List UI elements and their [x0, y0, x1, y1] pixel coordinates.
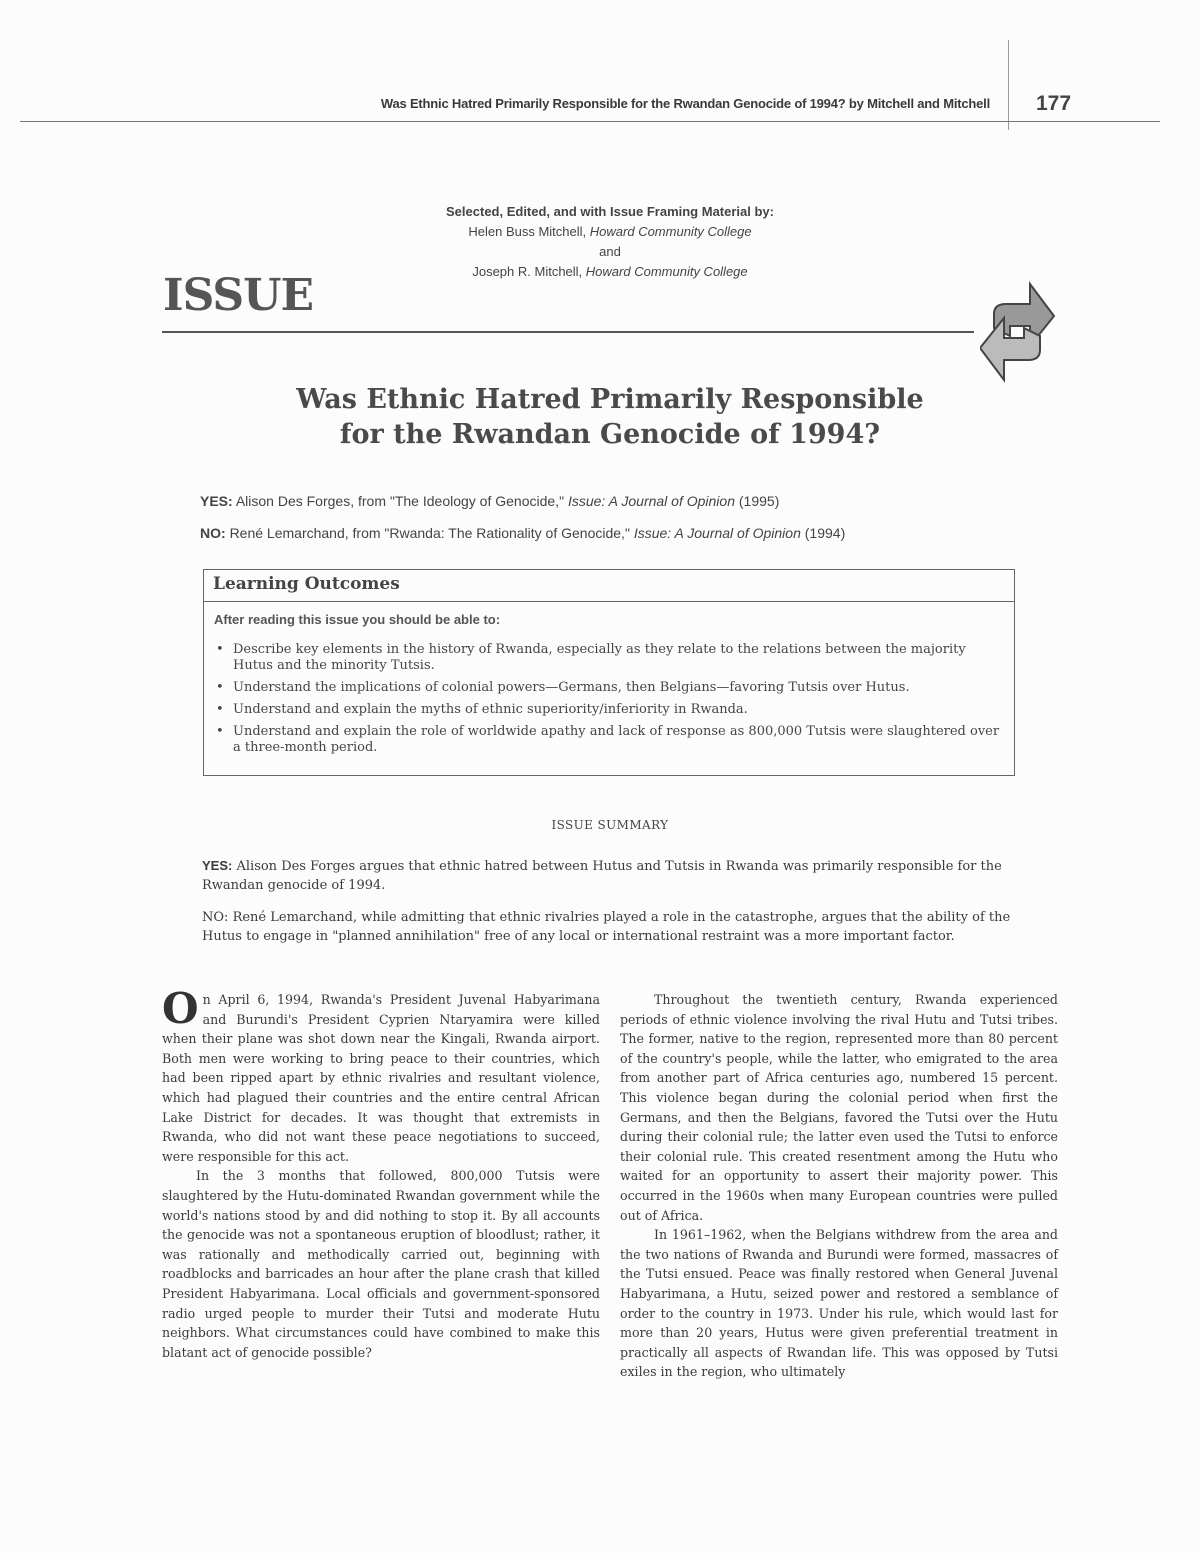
issue-title-line-1: Was Ethnic Hatred Primarily Responsible [296, 384, 924, 415]
header-vertical-rule [1008, 40, 1009, 130]
no-year: (1994) [804, 525, 846, 541]
cycle-arrows-icon [980, 278, 1056, 386]
list-item: • Understand the implications of colonial powers—Germans, then Belgians—favoring Tutsis over Hutus. [216, 680, 910, 695]
list-item: • Describe key elements in the history of Rwanda, especially as they relate to the relations between the majority Hutus and the minority Tutsis. [216, 642, 966, 673]
issue-label: ISSUE [163, 270, 314, 321]
learning-outcomes-list [214, 642, 1008, 762]
editor-2 [330, 262, 890, 282]
body-paragraph: In the 3 months that followed, 800,000 Tutsis were slaughtered by the Hutu-dominated Rwandan government while the world's nations stood by and did nothing to stop it. By all accounts the genocide was not a spontaneous eruption of bloodlust; rather, it was rationally and methodically carried out, beginning with roadblocks and barricades an hour after the plane crash that killed President Habyarimana. Local officials and government-sponsored radio urged people to murder their Tutsi and moderate Hutu neighbors. What circumstances could have combined to make this blatant act of genocide possible? [162, 1168, 600, 1360]
editor-1-institution: Howard Community College [589, 224, 752, 239]
no-from: from [352, 525, 381, 541]
summary-yes-label: YES: [202, 858, 233, 873]
bullet: • [216, 642, 224, 657]
editor-2-name: Joseph R. Mitchell, [472, 264, 583, 279]
editor-2-institution: Howard Community College [585, 264, 748, 279]
editor-1 [330, 222, 890, 242]
issue-summary-heading: ISSUE SUMMARY [551, 818, 669, 832]
yes-citation [200, 493, 1020, 509]
editor-and: and [599, 244, 621, 259]
body-column-left [162, 984, 600, 1362]
yes-label: YES: [200, 493, 233, 509]
drop-cap: O [162, 984, 199, 1033]
editor-credits [330, 202, 890, 282]
yes-from: from [357, 493, 386, 509]
yes-journal: Issue: A Journal of Opinion [567, 493, 735, 509]
no-label: NO: [200, 525, 226, 541]
no-citation [200, 525, 1020, 541]
bullet: • [216, 702, 224, 717]
issue-title-line-2: for the Rwandan Genocide of 1994? [339, 419, 881, 450]
learning-outcomes-box [203, 569, 1015, 776]
credit-line: Selected, Edited, and with Issue Framing Material by: [446, 204, 774, 219]
body-paragraph: Throughout the twentieth century, Rwanda experienced periods of ethnic violence involving the rival Hutu and Tutsi tribes. The former, native to the region, represented more than 80 percent of the country's people, while the latter, who emigrated to the area from another part of Africa centuries ago, numbered 15 percent. This violence began during the colonial period when first the Germans, and then the Belgians, favored the Tutsi over the Hutu during their colonial rule; the latter even used the Tutsi to enforce their colonial rule. This created resentment among the Hutu who waited for an opportunity to assert their majority power. This occurred in the 1960s when many European countries were pulled out of Africa. [620, 992, 1058, 1223]
list-item: • Understand and explain the myths of ethnic superiority/inferiority in Rwanda. [216, 702, 748, 717]
yes-author: Alison Des Forges, [235, 493, 355, 509]
header-rule [20, 121, 1160, 122]
editor-1-name: Helen Buss Mitchell, [468, 224, 587, 239]
summary-no-label: NO: [202, 910, 229, 925]
summary-yes [202, 856, 1020, 895]
learning-outcomes-intro: After reading this issue you should be able to: [214, 612, 501, 627]
issue-title [200, 382, 1020, 452]
running-head: Was Ethnic Hatred Primarily Responsible for the Rwandan Genocide of 1994? by Mitchell and Mitchell [380, 96, 990, 111]
yes-year: (1995) [738, 493, 780, 509]
bullet: • [216, 724, 224, 739]
summary-no-text: René Lemarchand, while admitting that ethnic rivalries played a role in the catastrophe, argues that the ability of the Hutus to engage in "planned annihilation" free of any local or international restraint was a more important factor. [202, 910, 1011, 944]
bullet: • [216, 680, 224, 695]
yes-article: "The Ideology of Genocide," [389, 493, 565, 509]
body-column-right [620, 990, 1058, 1382]
title-rule [162, 331, 974, 333]
learning-outcomes-heading: Learning Outcomes [204, 570, 1014, 602]
no-author: René Lemarchand, [229, 525, 349, 541]
summary-yes-text: Alison Des Forges argues that ethnic hatred between Hutus and Tutsis in Rwanda was primarily responsible for the Rwandan genocide of 1994. [202, 859, 1002, 893]
list-item: • Understand and explain the role of worldwide apathy and lack of response as 800,000 Tutsis were slaughtered over a three-month period. [216, 724, 1000, 755]
body-paragraph: In 1961–1962, when the Belgians withdrew from the area and the two nations of Rwanda and Burundi were formed, massacres of the Tutsi ensued. Peace was finally restored when General Juvenal Habyarimana, a Hutu, seized power and restored a semblance of order to the country in 1973. Under his rule, which would last for more than 20 years, Hutus were given preferential treatment in practically all aspects of Rwandan life. This was opposed by Tutsi exiles in the region, who ultimately [620, 1227, 1058, 1380]
summary-no [202, 908, 1020, 946]
page-number: 177 [1036, 92, 1072, 115]
no-journal: Issue: A Journal of Opinion [633, 525, 801, 541]
no-article: "Rwanda: The Rationality of Genocide," [384, 525, 630, 541]
body-paragraph: On April 6, 1994, Rwanda's President Juvenal Habyarimana and Burundi's President Cyprien Ntaryamira were killed when their plane was shot down near the Kingali, Rwanda airport. Both men were working to bring peace to their countries, which had been ripped apart by ethnic rivalries and resultant violence, which had plagued their countries and the entire central African Lake District for decades. It was thought that extremists in Rwanda, who did not want these peace negotiations to succeed, were responsible for this act. [162, 984, 600, 1164]
